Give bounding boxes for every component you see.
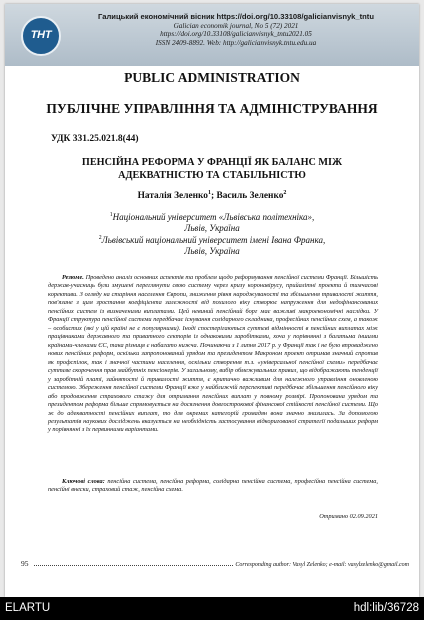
journal-banner	[5, 4, 419, 66]
section-heading-ua: ПУБЛІЧНЕ УПРАВЛІННЯ ТА АДМІНІСТРУВАННЯ	[46, 101, 378, 116]
udk-code: УДК 331.25.021.8(44)	[51, 134, 139, 144]
received-date: Отримано 02.09.2021	[319, 513, 378, 520]
section-heading-en: PUBLIC ADMINISTRATION	[124, 70, 300, 85]
handle-id: hdl:lib/36728	[353, 602, 419, 614]
keywords-label: Ключові слова:	[62, 478, 105, 485]
abstract	[48, 274, 378, 435]
journal-issn-line: ISSN 2409-8892. Web: http://galicianvisnyk.tntu.edu.ua	[155, 38, 317, 47]
keywords-text: пенсійна система, пенсійна реформа, солідарна пенсійна система, професійна пенсійна система, пенсійні внески, страховий стаж, пенсійна схема.	[48, 478, 378, 494]
page-footer	[21, 559, 409, 568]
affiliation-1-line-2: Львів, Україна	[184, 223, 240, 233]
journal-title-line: Галицький економічний вісник https://doi.org/10.33108/galicianvisnyk_tntu	[98, 12, 374, 21]
affiliation-1-sup: 1	[109, 212, 113, 218]
affiliation-1-line-1: Національний університет «Львівська політехніка»,	[112, 212, 315, 222]
journal-logo	[21, 16, 61, 56]
page-number: 95	[21, 559, 29, 568]
affiliation-2-line-2: Львів, Україна	[184, 246, 240, 256]
journal-doi-line: https://doi.org/10.33108/galicianvisnyk_tntu2021.05	[160, 30, 312, 39]
affiliation-1	[45, 210, 379, 234]
author-separator: ;	[210, 191, 217, 202]
journal-en-line: Galician economik journal, No 5 (72) 2021	[173, 21, 299, 30]
logo-text: ТНТ	[30, 29, 52, 41]
affiliation-2-line-1: Львівський національний університет імені Івана Франка,	[101, 235, 326, 245]
abstract-label: Резюме.	[62, 274, 84, 281]
paper-page	[5, 4, 419, 597]
footer-leader-dots	[34, 565, 234, 566]
authors	[5, 190, 419, 201]
affiliation-2	[45, 233, 379, 257]
article-title	[45, 157, 379, 182]
author-2-sup: 2	[283, 190, 287, 196]
corresponding-author: Corresponding author: Vasyl Zelenko; e-mail: vasylzelenko@gmail.com	[235, 562, 409, 568]
author-2: Василь Зеленко	[216, 191, 284, 202]
affiliation-2-sup: 2	[98, 235, 102, 241]
article-title-line-1: ПЕНСІЙНА РЕФОРМА У ФРАНЦІЇ ЯК БАЛАНС МІЖ	[81, 157, 343, 168]
repository-bar	[0, 597, 424, 620]
abstract-text: Проведено аналіз основних аспектів та проблем щодо реформування пенсійної системи Франції. Більшість держав-учасниць були змушені переглянути свою систему через кризу коронавірусу, прийалітні проекти й тимчасові корективи. З огляду на старіння населення Європи, зниження рівня народжуваності та збільшення тривалості життя, пов'язане з цим зростання коефіцієнта залежності від похилого віку створює напруження для недофінансованих пенсійних систем із визначеними виплатами. Цей невиний пенсійний борг має важливі макроекономічні наслідки. У Франції структура пенсійної системи передбачає існування солідарного складника, професійних пенсійних схем, а також – особистих (які у цій країні не є популярними). Іноді спостерігаються суттєві відмінності в пенсійних виплатах між працівниками державного та приватного секторів із однаковими заробітками, хоча у порівнянні з багатьма іншими країнами-членами ЄС, така різниця є набагато нижча. Починаючи з 1 липня 2017 р. у Франції так і не було впроваджено нових пенсійних реформ, оскільки запропонований урядом та президентом Макроном проект отримав значний спротив як профспілок, так і значної частини населення, оскільки створення т.з. «універсальної пенсійної схеми» передбачає суттєве скорочення прав майбутніх пенсіонерів. У загальному, вибір обмежувальних правил, що відображають тенденції у заробітній платі, зайнятості й тривалості життя, є критично важливим для належного управління оновленою системою. Збереження пенсійної системи Франції вже у найближчій перспективі передбачає збільшення пенсійного віку або продовження страхового стажу для отримання пенсійних виплат у повному розмірі. Пропонована урядом та президентом реформа більше спрямовується на досягнення довгострокової фінансової стійкості пенсійної системи. Що ж до адекватності пенсійних виплат, то для окремих категорій громадян вона значно знизилась. За допомогою результатів наукових досліджень вказується на необхідність застосування відкоригованої стратегії подальших реформ у порівнянні з їх первинними варіантами.	[48, 274, 378, 434]
repository-name: ELARTU	[5, 602, 51, 614]
author-1: Наталія Зеленко	[137, 191, 208, 202]
article-title-line-2: АДЕКВАТНІСТЮ ТА СТАБІЛЬНІСТЮ	[118, 169, 306, 181]
keywords	[48, 478, 378, 495]
author-1-sup: 1	[207, 190, 211, 196]
journal-info	[71, 13, 401, 47]
